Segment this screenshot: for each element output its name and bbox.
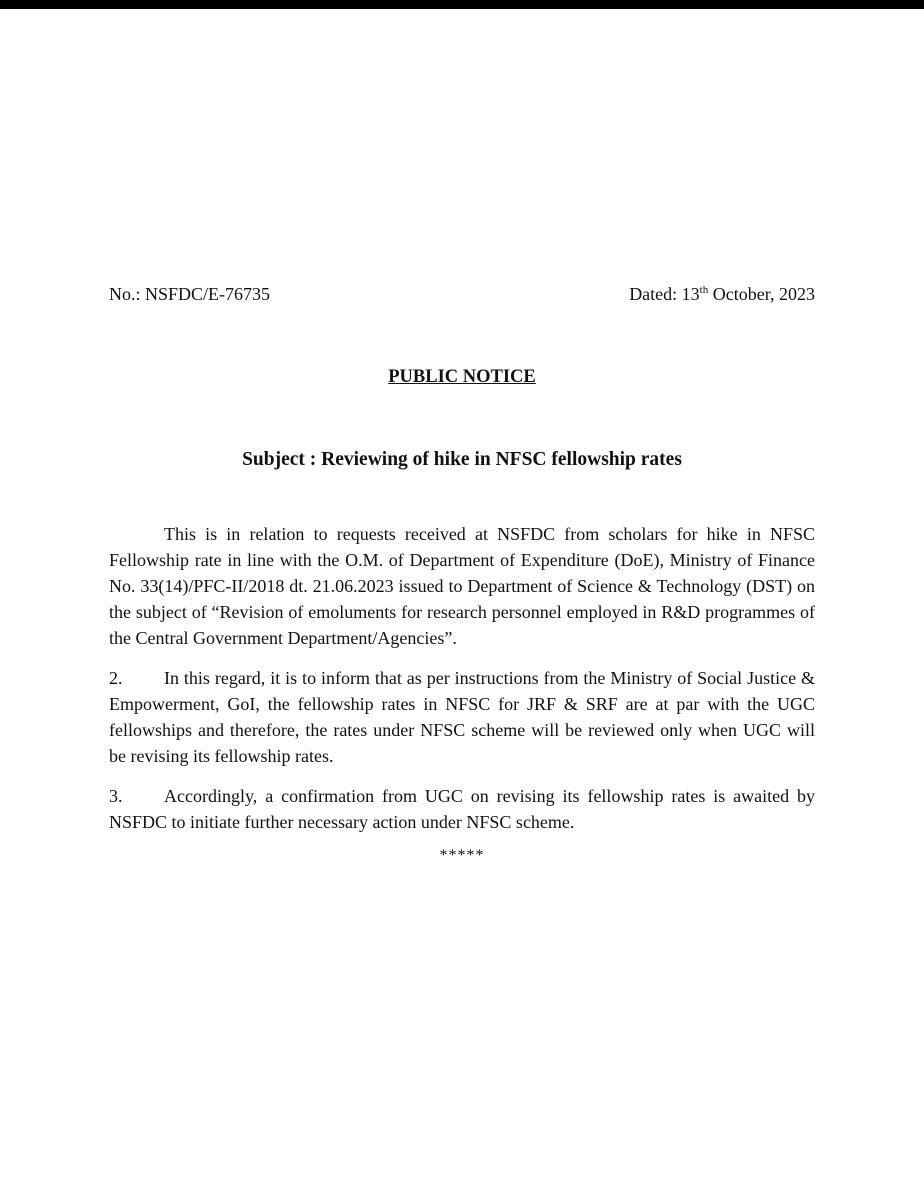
paragraph-1: [109, 521, 815, 651]
reference-number: No.: NSFDC/E-76735: [109, 284, 271, 304]
top-border: [0, 0, 924, 9]
end-of-notice-mark: *****: [439, 847, 485, 864]
paragraph-3-text: Accordingly, a confirmation from UGC on revising its fellowship rates is awaited by NSFDC to initiate further necessary action under NFSC scheme.: [109, 786, 815, 832]
notice-title: PUBLIC NOTICE: [388, 367, 536, 387]
date-prefix: Dated: 13: [629, 284, 700, 304]
notice-subject: Subject : Reviewing of hike in NFSC fellowship rates: [242, 449, 682, 470]
paragraph-1-text: This is in relation to requests received at NSFDC from scholars for hike in NFSC Fellowship rate in line with the O.M. of Department of Expenditure (DoE), Ministry of Finance No. 33(14)/PFC-II/2018 dt. 21.06.2023 issued to Department of Science & Technology (DST) on the subject of “Revision of emoluments for research personnel employed in R&D programmes of the Central Government Department/Agencies”.: [109, 524, 815, 648]
date-suffix: October, 2023: [708, 284, 815, 304]
date-ordinal: th: [699, 284, 709, 296]
paragraph-2: [109, 665, 815, 769]
paragraph-2-text: In this regard, it is to inform that as per instructions from the Ministry of Social Justice & Empowerment, GoI, the fellowship rates in NFSC for JRF & SRF are at par with the UGC fellowships and therefore, the rates under NFSC scheme will be reviewed only when UGC will be revising its fellowship rates.: [109, 668, 815, 766]
notice-document: [109, 280, 815, 865]
paragraph-3-number: 3.: [109, 786, 123, 806]
paragraph-3: [109, 783, 815, 835]
paragraph-2-number: 2.: [109, 668, 123, 688]
notice-date: [629, 280, 815, 308]
reference-row: [109, 280, 815, 308]
